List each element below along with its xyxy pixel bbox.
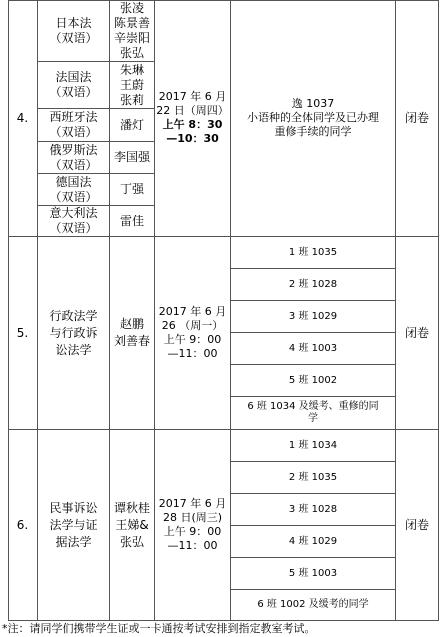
exam-day: 22 日（周四） [156,104,229,117]
subject-cell-german-law [38,174,110,206]
room-assignment: 3 班 1029 [288,310,338,322]
subject-name: 行政法学 [49,308,98,323]
subject-name-note: （双语） [49,30,98,45]
teacher-name: 陈景善 [113,15,150,30]
exam-end-time: —11：00 [167,539,218,552]
subject-name: 西班牙法 [49,110,98,124]
teacher-cell-french-law [110,62,155,109]
subject-name-note: （双语） [49,189,98,204]
teacher-name: 张弘 [119,534,144,549]
exam-mode: 闭卷 [404,110,429,125]
subject-name-note: （双语） [49,157,98,172]
room-cell-class-4 [231,526,396,558]
teacher-name: 王娣& [115,517,149,532]
exam-room-cell [231,0,396,237]
teacher-name: 朱琳 [119,62,144,77]
row-index-5 [8,237,38,430]
teacher-cell-italian-law [110,206,155,237]
teacher-name: 辛崇阳 [113,30,150,45]
teacher-cell-japanese-law [110,0,155,62]
exam-mode-cell [396,0,439,237]
exam-start-time: 上午 9：00 [163,333,222,346]
room-cell-class-3 [231,301,396,333]
room-assignment: 3 班 1028 [288,503,338,515]
exam-day: 28 日(周三) [162,511,223,524]
subject-cell-french-law [38,62,110,109]
room-cell-class-5 [231,365,396,397]
room-assignment: 6 班 1002 及缓考的同学 [257,599,369,610]
room-cell-class-2 [231,462,396,494]
subject-name: 日本法 [55,15,92,30]
exam-mode-cell [396,237,439,430]
subject-name: 意大利法 [49,206,98,220]
subject-cell-spanish-law [38,109,110,142]
teacher-name: 丁强 [119,182,144,196]
subject-cell-civil-procedure [38,430,110,621]
teacher-name: 雷佳 [119,213,144,228]
row-index: 6. [16,517,29,532]
exam-end-time: —11：00 [167,347,218,360]
row-index: 5. [16,325,29,340]
exam-time-cell [155,237,231,430]
teacher-name: 王蔚 [119,77,144,92]
room-assignment: 4 班 1029 [288,535,338,547]
room-assignment: 2 班 1035 [288,471,338,483]
teacher-cell-spanish-law [110,109,155,142]
teacher-name: 谭秋桂 [113,500,150,515]
subject-name: 讼法学 [55,342,92,357]
room-assignment-cont: 学 [307,413,318,424]
room-note: 重修手续的同学 [274,125,352,138]
room-cell-class-3 [231,494,396,526]
subject-name-note: （双语） [49,125,98,139]
subject-name: 与行政诉 [49,325,98,340]
teacher-name: 潘灯 [119,117,144,132]
row-index: 4. [16,110,29,125]
subject-cell-japanese-law [38,0,110,62]
row-index-4 [8,0,38,237]
exam-end-time: —10：30 [166,132,219,145]
exam-date: 2017 年 6 月 [158,305,227,318]
subject-name: 法国法 [55,70,92,84]
room-assignment: 4 班 1003 [288,342,338,354]
exam-time-cell [155,430,231,621]
subject-cell-italian-law [38,206,110,237]
subject-name: 法学与证 [49,517,98,532]
exam-mode-cell [396,430,439,621]
subject-cell-russian-law [38,142,110,174]
teacher-name: 赵鹏 [119,317,144,331]
subject-name: 据法学 [55,534,92,549]
room-assignment: 1 班 1035 [288,246,338,258]
room-assignment: 2 班 1028 [288,278,338,290]
room-assignment: 5 班 1003 [288,567,338,579]
room-assignment: 5 班 1002 [288,374,338,386]
subject-name: 德国法 [55,174,92,189]
exam-mode: 闭卷 [404,325,429,340]
teacher-name: 刘善春 [113,334,150,348]
subject-name-note: （双语） [49,221,98,235]
teacher-cell-russian-law [110,142,155,174]
exam-mode: 闭卷 [404,517,429,532]
room-cell-class-4 [231,333,396,365]
row-index-6 [8,430,38,621]
exam-date: 2017 年 6 月 [158,90,227,103]
exam-day: 26 （周一） [161,319,224,332]
subject-name: 俄罗斯法 [49,142,98,157]
exam-date: 2017 年 6 月 [158,497,227,510]
exam-start-time: 上午 9：00 [163,525,222,538]
exam-time-cell [155,0,231,237]
footnote: *注：请同学们携带学生证或一卡通按考试安排到指定教室考试。 [2,622,316,635]
exam-start-time: 上午 8：30 [162,118,223,131]
teacher-cell-german-law [110,174,155,206]
subject-name: 民事诉讼 [49,500,98,515]
room-note: 小语种的全体同学及已办理 [247,111,379,124]
room-cell-class-1 [231,237,396,269]
teacher-name: 张莉 [119,92,144,107]
room-cell-class-2 [231,269,396,301]
room-assignment: 1 班 1034 [288,439,338,451]
teacher-cell-civil-procedure [110,430,155,621]
teacher-name: 张弘 [119,45,144,60]
room-cell-class-1 [231,430,396,462]
room-cell-class-6 [231,590,396,621]
room-number: 逸 1037 [291,97,335,110]
room-assignment: 6 班 1034 及缓考、重修的同 [247,401,379,412]
room-cell-class-6 [231,397,396,430]
teacher-name: 李国强 [113,150,150,164]
subject-cell-administrative-law [38,237,110,430]
subject-name-note: （双语） [49,85,98,99]
room-cell-class-5 [231,558,396,590]
teacher-cell-administrative-law [110,237,155,430]
teacher-name: 张凌 [119,0,144,15]
